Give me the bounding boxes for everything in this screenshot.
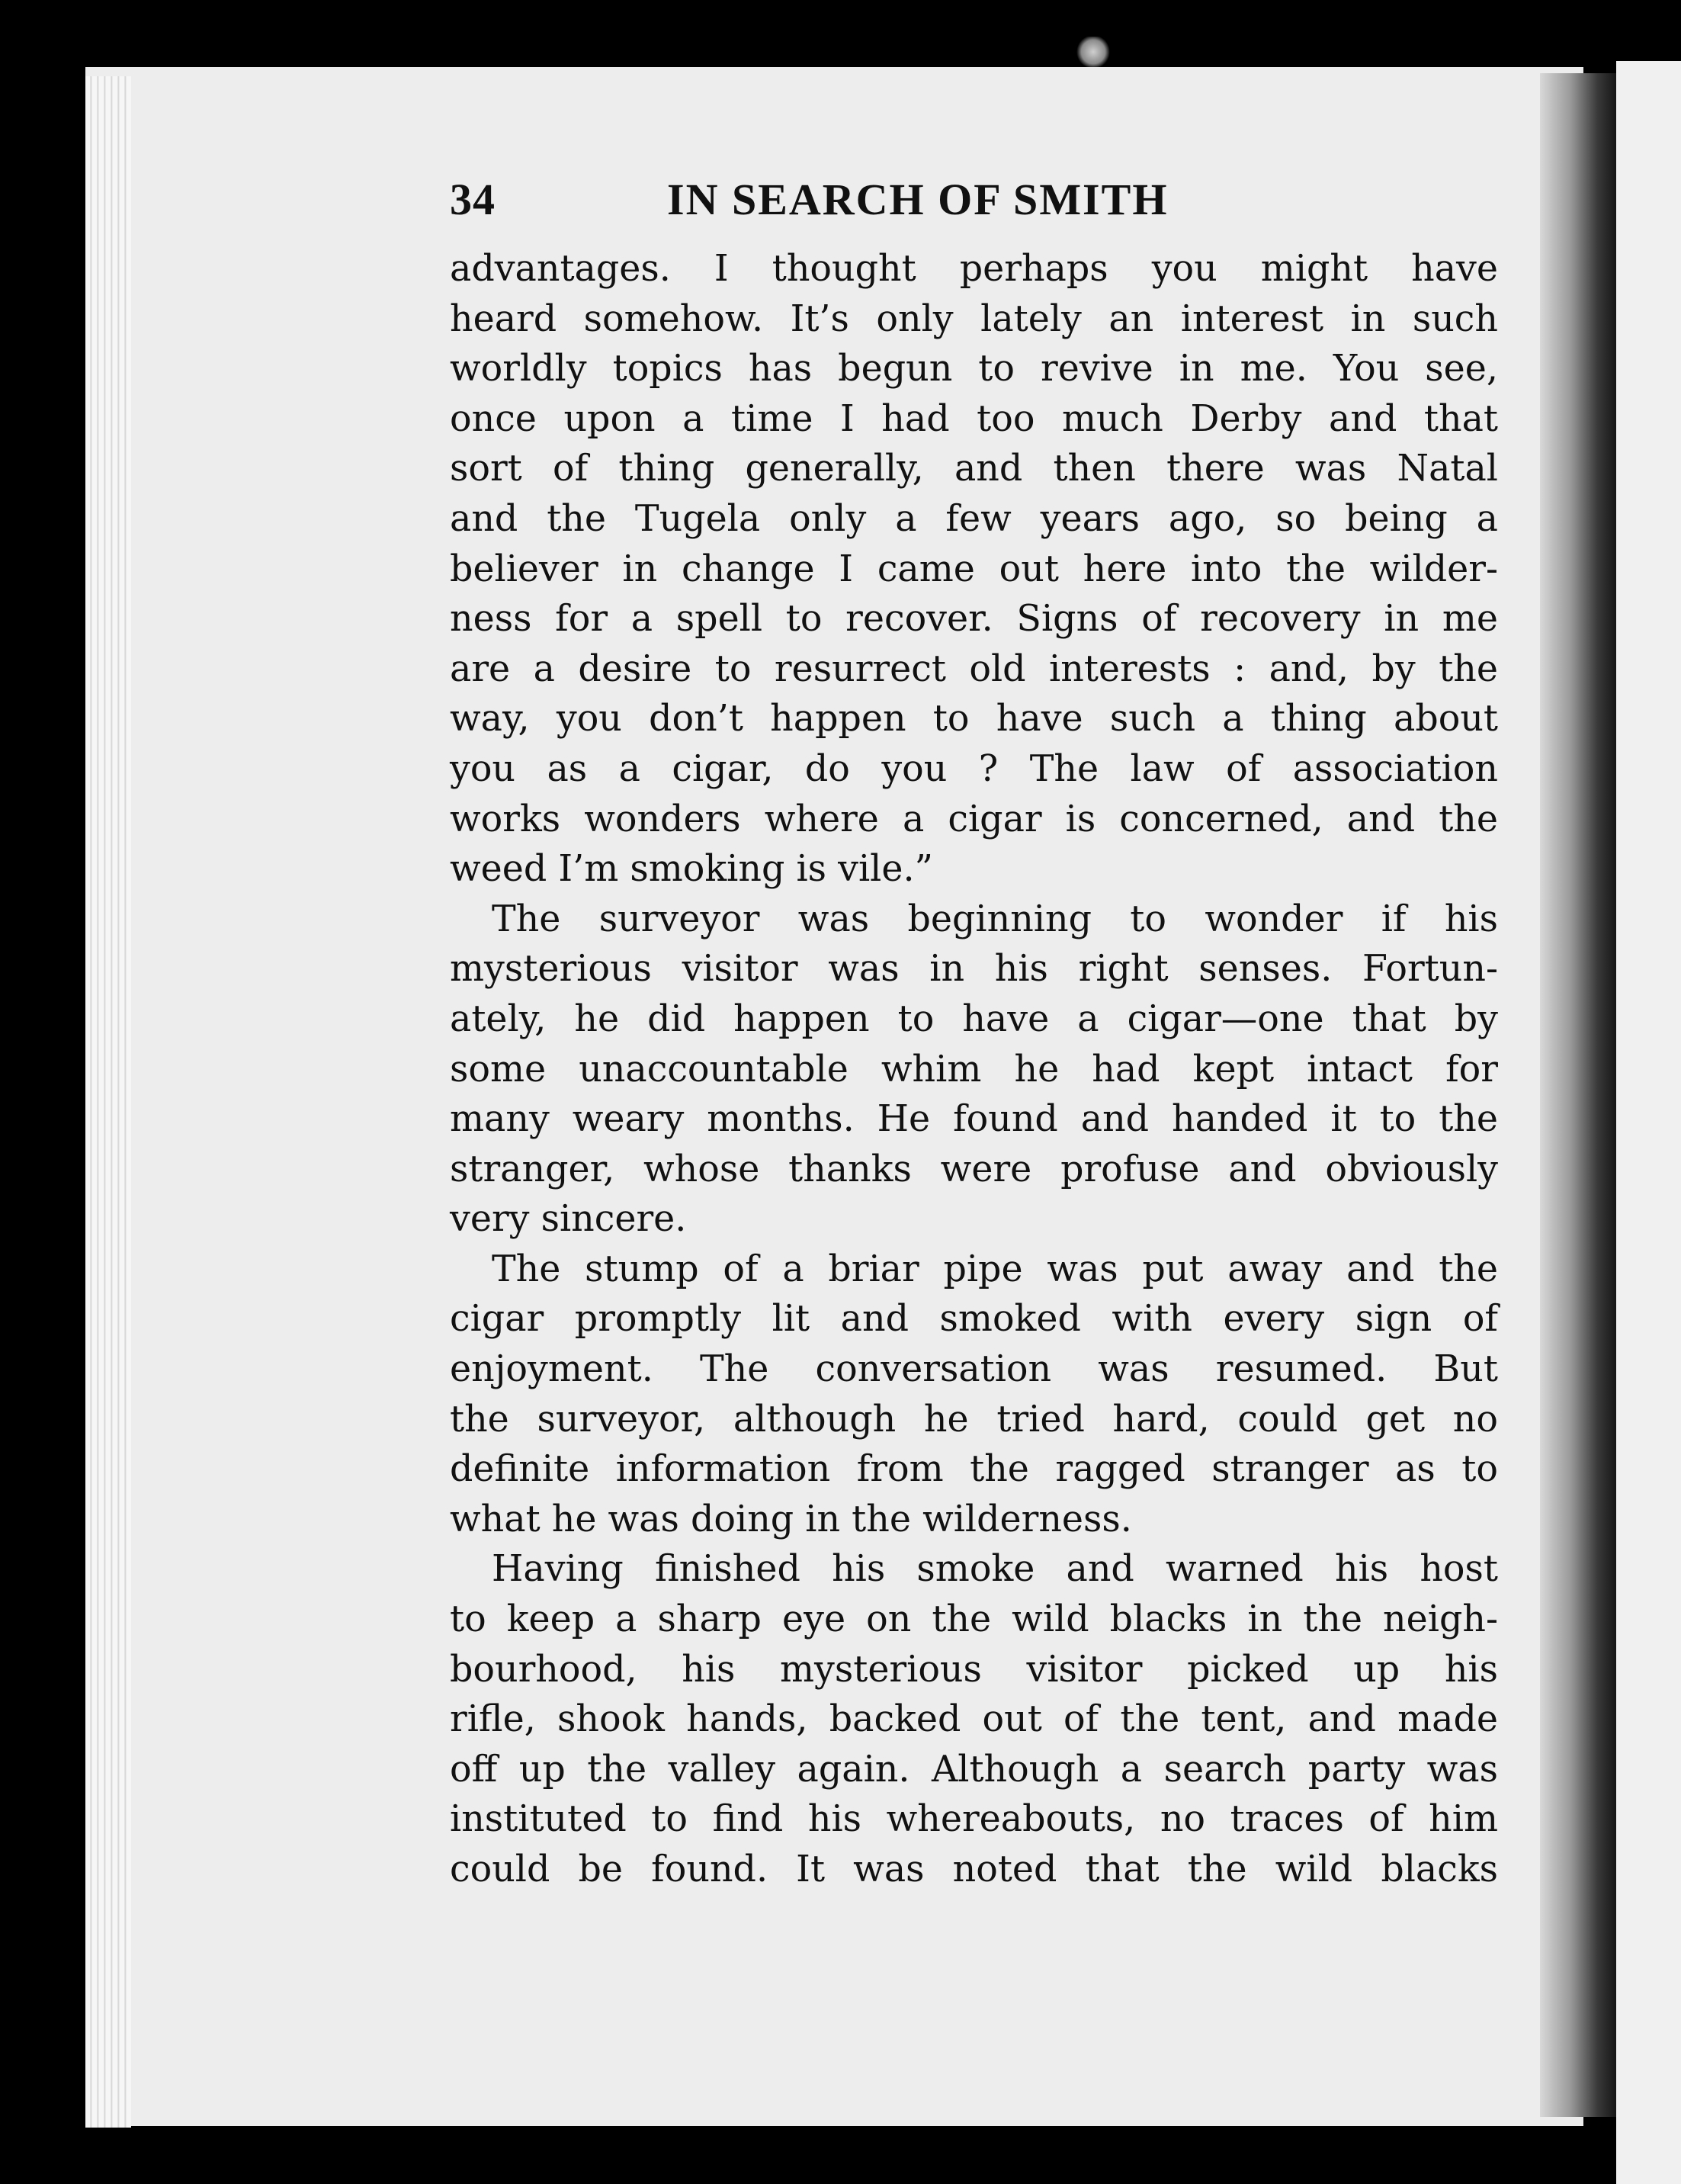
text-line: some unaccountable whim he had kept intact for: [450, 1048, 1498, 1090]
paragraph-2: [450, 894, 1498, 1245]
text-line: sort of thing generally, and then there was Natal: [450, 448, 1498, 490]
text-line: The surveyor was beginning to wonder if his: [492, 898, 1498, 940]
facing-page-edge: [1616, 61, 1681, 2184]
text-line: once upon a time I had too much Derby and that: [450, 397, 1498, 440]
text-line: could be found. It was noted that the wild blacks: [450, 1848, 1498, 1890]
text-line: and the Tugela only a few years ago, so being a: [450, 497, 1498, 540]
text-line: The stump of a briar pipe was put away and the: [492, 1248, 1498, 1290]
page-stack-edges: [85, 76, 131, 2128]
paragraph-3: [450, 1245, 1498, 1545]
text-line: you as a cigar, do you ? The law of association: [450, 747, 1498, 790]
text-line: off up the valley again. Although a search party was: [450, 1748, 1498, 1791]
text-line: worldly topics has begun to revive in me. You see,: [450, 348, 1498, 390]
text-line: works wonders where a cigar is concerned, and the: [450, 798, 1498, 840]
text-line: cigar promptly lit and smoked with every sign of: [450, 1298, 1498, 1341]
scan-blemish: [1075, 37, 1112, 67]
text-line: ness for a spell to recover. Signs of recovery in me: [450, 598, 1498, 641]
running-header: [450, 174, 1498, 227]
page-text-block: [450, 174, 1498, 1895]
text-line: heard somehow. It’s only lately an interest in such: [450, 297, 1498, 340]
text-line: believer in change I came out here into the wilder-: [450, 548, 1498, 590]
text-line: enjoyment. The conversation was resumed. But: [450, 1348, 1498, 1391]
running-title: IN SEARCH OF SMITH: [667, 175, 1169, 224]
text-line: are a desire to resurrect old interests : and, by the: [450, 647, 1498, 690]
text-line: very sincere.: [450, 1198, 687, 1241]
page-number: 34: [450, 175, 496, 224]
text-line: definite information from the ragged stranger as to: [450, 1448, 1498, 1491]
paragraph-1: [450, 244, 1498, 894]
text-line: the surveyor, although he tried hard, could get no: [450, 1398, 1498, 1440]
text-line: stranger, whose thanks were profuse and obviously: [450, 1148, 1498, 1190]
text-line: mysterious visitor was in his right senses. Fortun-: [450, 948, 1498, 991]
text-line: rifle, shook hands, backed out of the tent, and made: [450, 1698, 1498, 1741]
text-line: what he was doing in the wilderness.: [450, 1498, 1132, 1540]
text-line: to keep a sharp eye on the wild blacks in the neigh-: [450, 1598, 1498, 1641]
text-line: way, you don’t happen to have such a thing about: [450, 698, 1498, 740]
text-line: Having finished his smoke and warned his host: [492, 1548, 1498, 1591]
text-line: many weary months. He found and handed it to the: [450, 1098, 1498, 1141]
text-line: weed I’m smoking is vile.”: [450, 848, 933, 891]
text-line: advantages. I thought perhaps you might have: [450, 248, 1498, 290]
paragraph-4: [450, 1544, 1498, 1894]
text-line: bourhood, his mysterious visitor picked up his: [450, 1648, 1498, 1691]
text-line: instituted to find his whereabouts, no traces of him: [450, 1798, 1498, 1841]
text-line: ately, he did happen to have a cigar—one that by: [450, 997, 1498, 1040]
binding-gutter-shadow: [1540, 73, 1616, 2117]
